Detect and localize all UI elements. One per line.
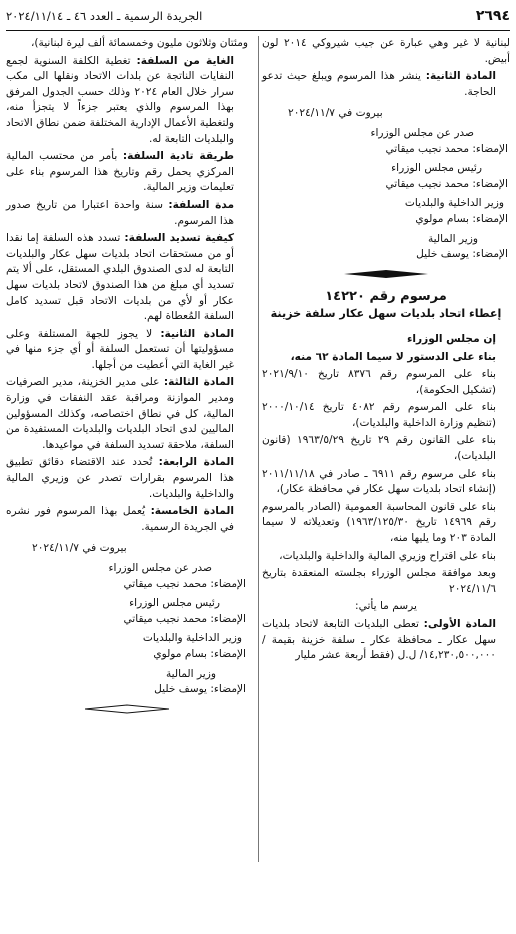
- ornament-divider: [344, 269, 428, 279]
- article-text: تعطى البلديات التابعة لاتحاد بلديات سهل عكار ـ محافظة عكار ـ سلفة خزينة بقيمة /١٤,٢٣٠,٥٠٠,٠٠٠/ ل.ل (فقط أربعة عشر مليار: [262, 618, 496, 662]
- decree-title: مرسوم رقم ١٤٢٢٠: [325, 288, 447, 304]
- page-header: [6, 8, 510, 28]
- signature-block: [262, 126, 510, 263]
- section-label: الغاية من السلفة:: [136, 54, 234, 67]
- paragraph: لبنانية لا غير وهي عبارة عن جيب شيروكي ٢٠١٤ لون أبيض.: [262, 37, 510, 65]
- article-1-paragraph: [262, 617, 510, 664]
- signature-name: الإمضاء: محمد نجيب ميقاتي: [123, 612, 246, 625]
- signature-name: الإمضاء: بسام مولوي: [153, 647, 246, 660]
- section-text: سنة واحدة اعتبارا من تاريخ صدور هذا المرسوم.: [6, 198, 234, 227]
- section-text: بأمر من محتسب المالية المركزي يحمل رقم وتاريخ هذا المرسوم بناء على تعليمات وزير المالية.: [6, 150, 234, 194]
- signature-name: الإمضاء: محمد نجيب ميقاتي: [123, 577, 246, 590]
- page-number: ٢٦٩٤: [475, 8, 510, 24]
- basis-paragraph: بناء على قانون المحاسبة العمومية (الصادر بالمرسوم رقم ١٤٩٦٩ تاريخ ١٩٦٣/١٢٥/٣٠) وتعديلاته لا سيما المادة ٢٠٣ وما يليها منه،: [262, 500, 496, 545]
- article-text: لا يجوز للجهة المستلفة وعلى مسؤوليتها أن تستعمل السلفة أو أي جزء منها في غير الغاية التي أعطيت من أجلها.: [6, 327, 234, 371]
- section-label: طريقة تادية السلفة:: [122, 150, 234, 163]
- article-2-paragraph: [6, 327, 248, 374]
- signature-title: صدر عن مجلس الوزراء: [108, 562, 212, 574]
- method-paragraph: [6, 149, 248, 196]
- signature-block: [6, 561, 248, 698]
- signature-name: الإمضاء: يوسف خليل: [154, 683, 246, 696]
- article-text: ينشر هذا المرسوم ويبلغ حيث تدعو الحاجة.: [262, 70, 496, 98]
- basis-paragraph: بناء على القانون رقم ٢٩ تاريخ ١٩٦٣/٥/٢٩ (قانون البلديات)،: [262, 434, 496, 463]
- article-label: المادة الأولى:: [423, 618, 496, 630]
- section-label: كيفية تسديد السلفة:: [124, 232, 234, 245]
- signature-title: رئيس مجلس الوزراء: [129, 597, 220, 610]
- signature-title: وزير الداخلية والبلديات: [404, 197, 504, 210]
- article-text: تُحدد عند الاقتضاء دقائق تطبيق هذا المرسوم بقرارات تصدر عن وزيري المالية والداخلية والبلديات.: [6, 456, 234, 500]
- article-label: المادة الخامسة:: [150, 505, 234, 518]
- repayment-paragraph: [6, 231, 248, 325]
- running-title: الجريدة الرسمية ـ العدد ٤٦ ـ ٢٠٢٤/١١/١٤: [6, 9, 203, 23]
- paragraph: ومئتان وثلاثون مليون وخمسمائة ألف ليرة لبنانية)،: [30, 37, 248, 49]
- article-text: على مدير الخزينة، مدير الصرفيات ومدير الموازنة ومراقبة عقد النفقات في وزارة المالية، كل في نطاق اختصاصه، وكذلك المسؤولين الماليين لدى اتحاد البلديات والبلديات المستفيدة من السلفة، ملاحقة تسديد السلفة في مواعيدها.: [6, 376, 234, 451]
- section-text: تسدد هذه السلفة إما نقدا أو من مستحقات اتحاد بلديات سهل عكار والبلديات التابعة له لدى الصندوق البلدي المستقل، على ألا يتم تسديد أي مبلغ من هذا الصندوق لاتحاد بلديات سهل عكار أو لأي من بلديات الاتحاد قبل تسديد كامل السلفة المُعطاة لهم.: [6, 232, 234, 323]
- issue-date: بيروت في ٢٠٢٤/١١/٧: [288, 107, 383, 120]
- article-4-paragraph: [6, 455, 248, 502]
- ornament-divider: [85, 704, 169, 714]
- left-column: [6, 36, 248, 718]
- signature-title: وزير المالية: [427, 232, 478, 245]
- signature-name: الإمضاء: يوسف خليل: [416, 248, 508, 261]
- article-text: يُعمل بهذا المرسوم فور نشره في الجريدة الرسمية.: [6, 505, 234, 533]
- basis-paragraph: بناء على المرسوم رقم ٤٠٨٢ تاريخ ٢٠٠٠/١٠/١٤ (تنظيم وزارة الداخلية والبلديات)،: [262, 401, 496, 429]
- signature-title: رئيس مجلس الوزراء: [391, 162, 482, 175]
- basis-paragraph: بناء على المرسوم رقم ٨٣٧٦ تاريخ ٢٠٢١/٩/١٠ (تشكيل الحكومة)،: [262, 368, 496, 396]
- article-5-paragraph: [6, 504, 248, 535]
- article-2-paragraph: [262, 69, 510, 100]
- signature-title: صدر عن مجلس الوزراء: [370, 126, 474, 139]
- column-divider: [258, 36, 259, 862]
- signature-title: وزير الداخلية والبلديات: [142, 632, 242, 645]
- signature-name: الإمضاء: بسام مولوي: [415, 212, 508, 225]
- purpose-paragraph: [6, 54, 248, 148]
- signature-name: الإمضاء: محمد نجيب ميقاتي: [385, 177, 508, 190]
- decree-subtitle: إعطاء اتحاد بلديات سهل عكار سلفة خزينة: [270, 307, 502, 321]
- article-label: المادة الثانية:: [425, 70, 496, 83]
- signature-title: وزير المالية: [165, 667, 216, 680]
- basis-paragraph: بناء على مرسوم رقم ٦٩١١ ـ صادر في ٢٠١١/١١/١٨ (إنشاء اتحاد بلديات سهل عكار في محافظة عكار)،: [262, 467, 497, 496]
- council-heading: إن مجلس الوزراء: [406, 332, 496, 345]
- section-label: مدة السلفة:: [168, 198, 234, 211]
- signature-name: الإمضاء: محمد نجيب ميقاتي: [385, 142, 508, 155]
- basis-paragraph: بناء على الدستور لا سيما المادة ٦٢ منه،: [290, 350, 496, 363]
- article-3-paragraph: [6, 375, 248, 453]
- term-paragraph: [6, 198, 248, 229]
- basis-paragraph: بناء على اقتراح وزيري المالية والداخلية والبلديات،: [279, 549, 496, 562]
- basis-paragraph: وبعد موافقة مجلس الوزراء بجلسته المنعقدة بتاريخ ٢٠٢٤/١١/٦: [262, 567, 496, 595]
- right-column: [262, 36, 510, 666]
- header-rule: [6, 30, 510, 31]
- article-label: المادة الرابعة:: [158, 456, 234, 469]
- section-text: تغطية الكلفة السنوية لجمع النفايات الناتجة عن بلدات الاتحاد ونقلها الى مكب سرار خلال العام ٢٠٢٤ وذلك حسب الجدول المرفق بهذا المرسوم والذي يعتبر جزءاً لا يتجزأ منه، ولتغطية الأعمال الإدارية المختلفة ضمن نطاق الاتحاد والبلديات التابعة له.: [6, 54, 234, 145]
- article-label: المادة الثانية:: [160, 327, 234, 340]
- issue-date: بيروت في ٢٠٢٤/١١/٧: [32, 542, 127, 555]
- article-label: المادة الثالثة:: [163, 376, 234, 389]
- decrees-line: يرسم ما يأتي:: [355, 600, 417, 613]
